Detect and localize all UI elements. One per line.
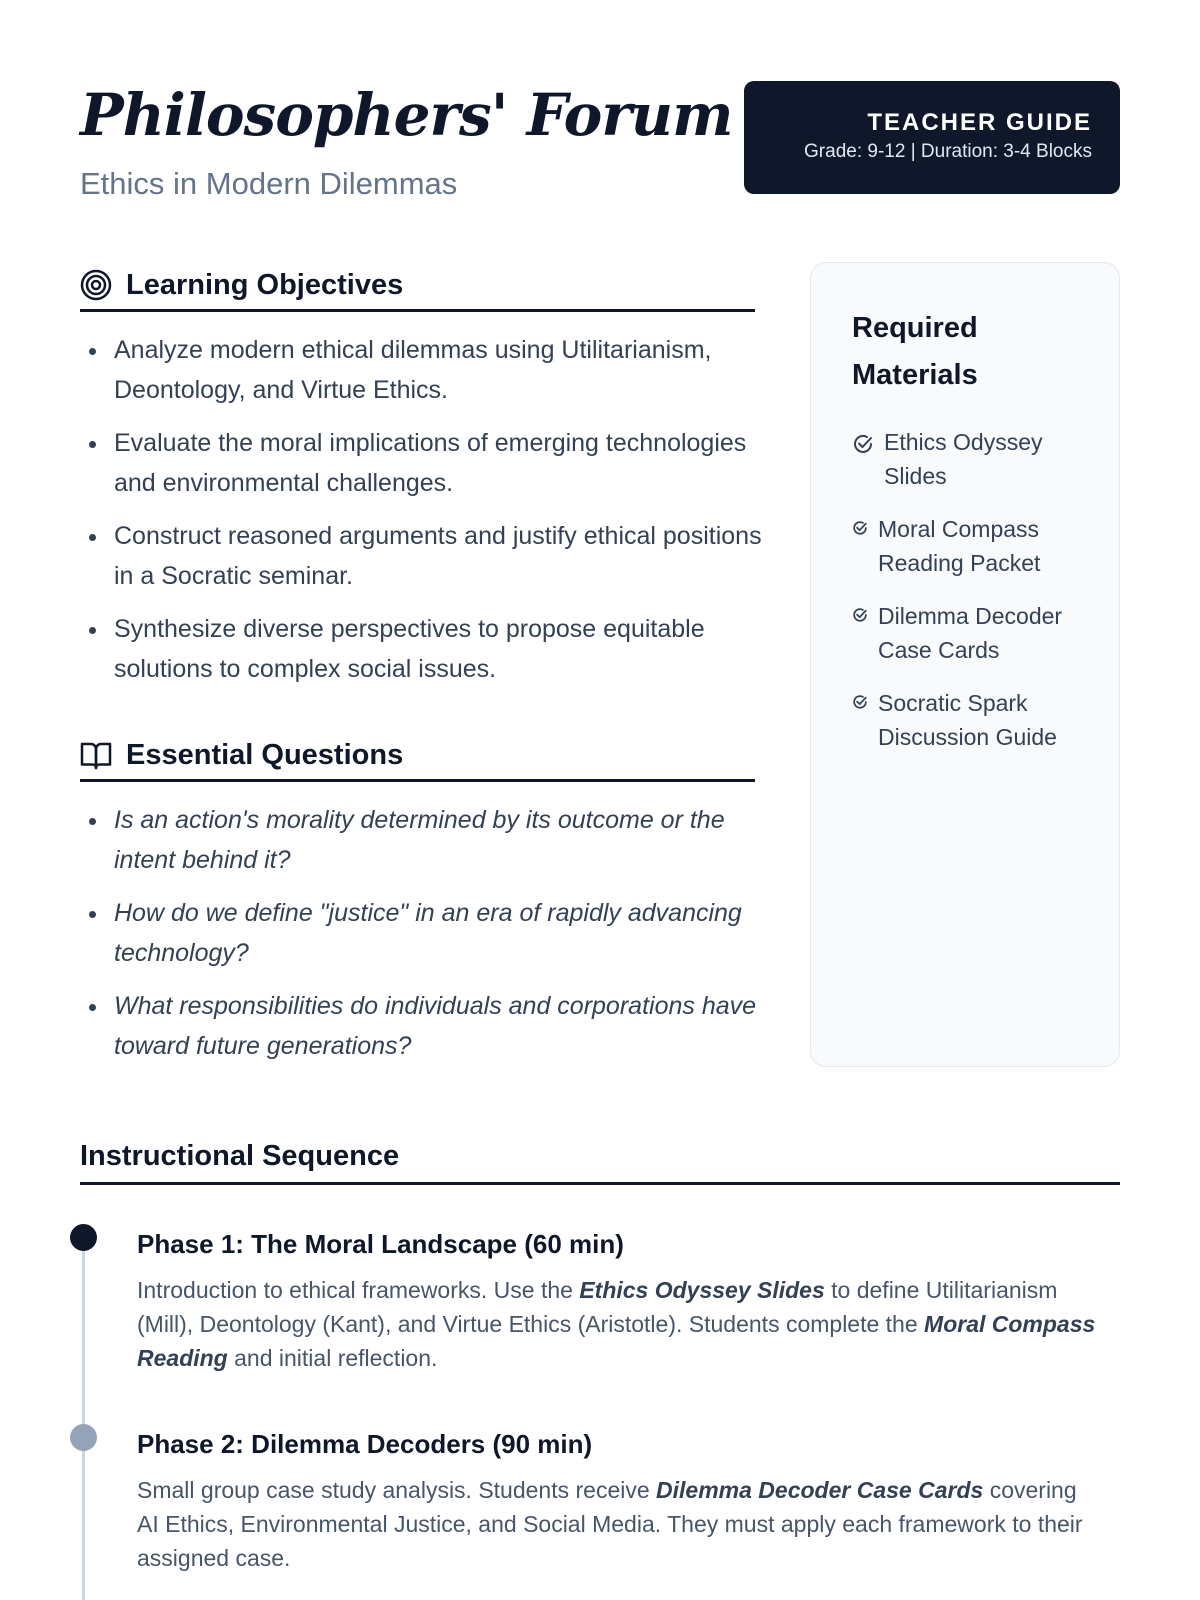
list-item: Construct reasoned arguments and justify ethical positions in a Socratic seminar.	[114, 516, 774, 596]
objectives-list	[80, 330, 774, 702]
badge-title: TEACHER GUIDE	[867, 109, 1092, 136]
material-reference: Dilemma Decoder Case Cards	[656, 1477, 984, 1503]
check-circle-icon	[852, 694, 868, 710]
phase-title: Phase 2: Dilemma Decoders (90 min)	[137, 1429, 593, 1459]
book-open-icon	[80, 739, 112, 771]
timeline-dot-active	[70, 1224, 97, 1251]
page-title: Philosophers' Forum	[80, 81, 733, 149]
teacher-guide-badge	[744, 81, 1120, 194]
material-label: Socratic Spark Discussion Guide	[878, 690, 1057, 750]
target-icon	[80, 269, 112, 301]
material-reference: Ethics Odyssey Slides	[579, 1277, 825, 1303]
sequence-heading-row	[80, 1138, 1120, 1185]
phase-text: to define Utilitarianism (Mill), Deontology (Kant), and Virtue Ethics (Aristotle). Students complete the	[137, 1277, 1058, 1337]
list-item: Analyze modern ethical dilemmas using Utilitarianism, Deontology, and Virtue Ethics.	[114, 330, 774, 410]
timeline-dot	[70, 1424, 97, 1451]
questions-heading: Essential Questions	[126, 739, 404, 771]
timeline-line	[82, 1238, 85, 1600]
material-reference: Moral Compass Reading	[137, 1311, 1096, 1371]
phase-description	[137, 1473, 1097, 1575]
materials-heading: Required Materials	[852, 312, 978, 391]
page-subtitle: Ethics in Modern Dilemmas	[80, 166, 458, 201]
phase-text: Small group case study analysis. Students receive	[137, 1477, 657, 1503]
phase-text: and initial reflection.	[227, 1345, 438, 1371]
material-label: Ethics Odyssey Slides	[884, 429, 1043, 489]
objectives-heading-row	[80, 267, 755, 312]
list-item: Is an action's morality determined by its outcome or the intent behind it?	[114, 800, 774, 880]
list-item: Synthesize diverse perspectives to propose equitable solutions to complex social issues.	[114, 609, 774, 689]
list-item: What responsibilities do individuals and corporations have toward future generations?	[114, 986, 774, 1066]
phase-text: covering AI Ethics, Environmental Justice, and Social Media. They must apply each framework to their assigned case.	[137, 1477, 1083, 1571]
phase-title: Phase 1: The Moral Landscape (60 min)	[137, 1229, 624, 1259]
material-label: Dilemma Decoder Case Cards	[878, 603, 1063, 663]
phase-description	[137, 1273, 1097, 1375]
required-materials-card	[810, 262, 1120, 1067]
list-item	[852, 512, 1089, 580]
phase-2	[137, 1427, 1097, 1575]
check-circle-icon	[852, 607, 868, 623]
list-item	[852, 686, 1089, 754]
materials-list	[852, 425, 1089, 754]
phase-1	[137, 1227, 1097, 1375]
badge-meta: Grade: 9-12 | Duration: 3-4 Blocks	[804, 141, 1092, 162]
check-circle-icon	[852, 433, 874, 455]
material-label: Moral Compass Reading Packet	[878, 516, 1041, 576]
check-circle-icon	[852, 520, 868, 536]
questions-heading-row	[80, 737, 755, 782]
list-item: How do we define "justice" in an era of rapidly advancing technology?	[114, 893, 774, 973]
list-item: Evaluate the moral implications of emerging technologies and environmental challenges.	[114, 423, 774, 503]
sequence-heading: Instructional Sequence	[80, 1140, 400, 1172]
phase-text: Introduction to ethical frameworks. Use the	[137, 1277, 580, 1303]
questions-list	[80, 800, 774, 1079]
list-item	[852, 599, 1089, 667]
list-item	[852, 425, 1089, 493]
objectives-heading: Learning Objectives	[126, 269, 404, 301]
